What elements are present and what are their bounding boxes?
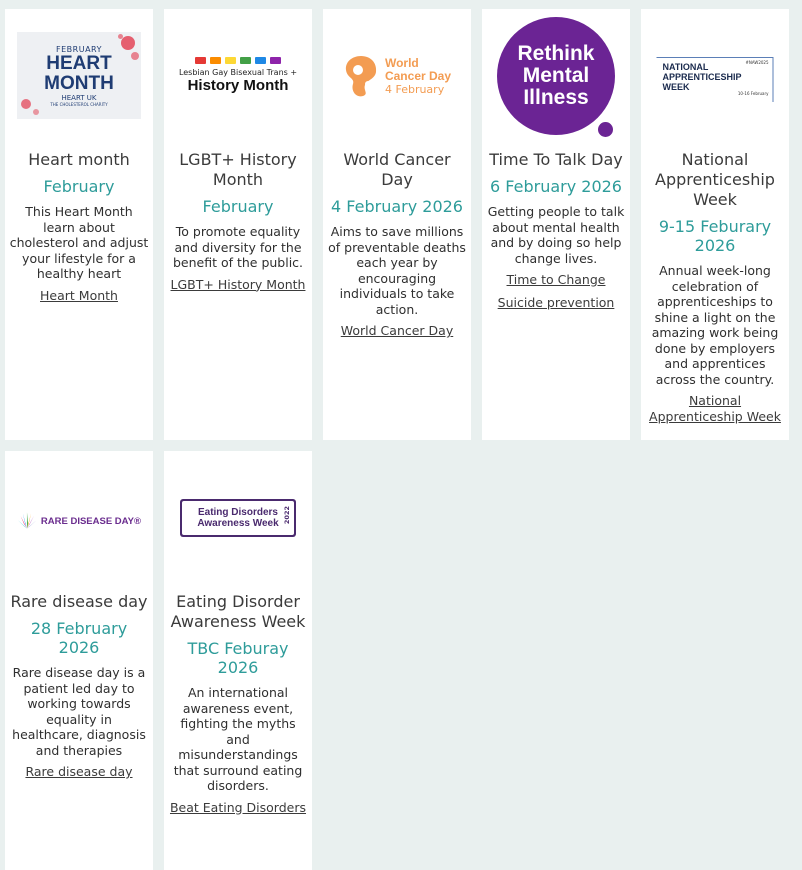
rare-disease-day-logo: RARE DISEASE DAY® — [17, 505, 141, 537]
event-card-national-apprenticeship-week — [641, 9, 789, 440]
rare-disease-day-hands-icon — [17, 506, 37, 536]
event-title: Rare disease day — [10, 592, 148, 611]
world-cancer-day-logo: World Cancer Day 4 February — [337, 52, 457, 100]
heart-month-link[interactable]: Heart Month — [40, 287, 118, 303]
rainbow-bar — [255, 57, 266, 64]
heart-uk-logo: FEBRUARY HEART MONTH HEART UK THE CHOLESTEROL CHARITY — [17, 32, 141, 119]
event-date: 6 February 2026 — [490, 177, 622, 196]
event-date: 4 February 2026 — [331, 197, 463, 216]
event-description: Annual week-long celebration of apprenticeships to shine a light on the amazing work being done by employers and apprentices across the country. — [651, 263, 779, 387]
lgbt-history-month-logo: Lesbian Gay Bisexual Trans + History Month — [179, 51, 297, 99]
rainbow-bar — [225, 57, 236, 64]
rethink-mental-illness-logo: Rethink Mental Illness — [493, 13, 619, 139]
event-card-world-cancer-day — [323, 9, 471, 440]
event-card-heart-month — [5, 9, 153, 440]
event-date: 9-15 Feburary 2026 — [658, 217, 772, 255]
eating-disorders-awareness-week-logo: Eating Disorders Awareness Week 2022 — [180, 499, 296, 537]
national-apprenticeship-week-link[interactable]: National Apprenticeship Week — [649, 393, 781, 424]
event-description: Aims to save millions of preventable deaths each year by encouraging individuals to take action. — [328, 224, 466, 317]
event-title: Eating Disorder Awareness Week — [170, 592, 306, 631]
event-title: World Cancer Day — [343, 150, 451, 189]
event-card-time-to-talk-day — [482, 9, 630, 440]
event-description: Getting people to talk about mental health and by doing so help change lives. — [487, 204, 625, 266]
national-apprenticeship-week-logo: #NAW2025 NATIONAL APPRENTICESHIP WEEK 10-16 February — [657, 57, 774, 102]
event-description: Rare disease day is a patient led day to working towards equality in healthcare, diagnosis and therapies — [12, 665, 146, 758]
event-description: This Heart Month learn about cholesterol and adjust your lifestyle for a healthy heart — [9, 204, 149, 281]
event-title: Heart month — [28, 150, 130, 169]
event-description: To promote equality and diversity for the benefit of the public. — [172, 224, 304, 270]
time-to-change-link[interactable]: Time to Change — [506, 272, 606, 287]
suicide-prevention-link[interactable]: Suicide prevention — [497, 294, 615, 310]
rainbow-bar — [210, 57, 221, 64]
event-card-rare-disease-day — [5, 451, 153, 870]
rainbow-bars — [195, 57, 281, 64]
event-description: An international awareness event, fighting the myths and misunderstandings that surround eating disorders. — [173, 685, 303, 793]
event-title: National Apprenticeship Week — [655, 150, 775, 209]
rainbow-bar — [270, 57, 281, 64]
rainbow-bar — [195, 57, 206, 64]
world-cancer-day-link[interactable]: World Cancer Day — [340, 323, 454, 338]
beat-eating-disorders-link[interactable]: Beat Eating Disorders — [169, 799, 307, 815]
event-date: February — [202, 197, 274, 216]
event-title: LGBT+ History Month — [179, 150, 297, 189]
rainbow-bar — [240, 57, 251, 64]
event-date: TBC Feburay 2026 — [187, 639, 289, 677]
world-cancer-day-icon — [343, 54, 379, 98]
event-date: 28 February 2026 — [30, 619, 128, 657]
event-card-eating-disorder-awareness-week — [164, 451, 312, 870]
event-date: February — [43, 177, 115, 196]
event-card-lgbt-history-month — [164, 9, 312, 440]
event-title: Time To Talk Day — [489, 150, 623, 169]
lgbt-history-month-link[interactable]: LGBT+ History Month — [170, 276, 306, 292]
rare-disease-day-link[interactable]: Rare disease day — [25, 764, 133, 779]
rethink-dot — [598, 122, 613, 137]
